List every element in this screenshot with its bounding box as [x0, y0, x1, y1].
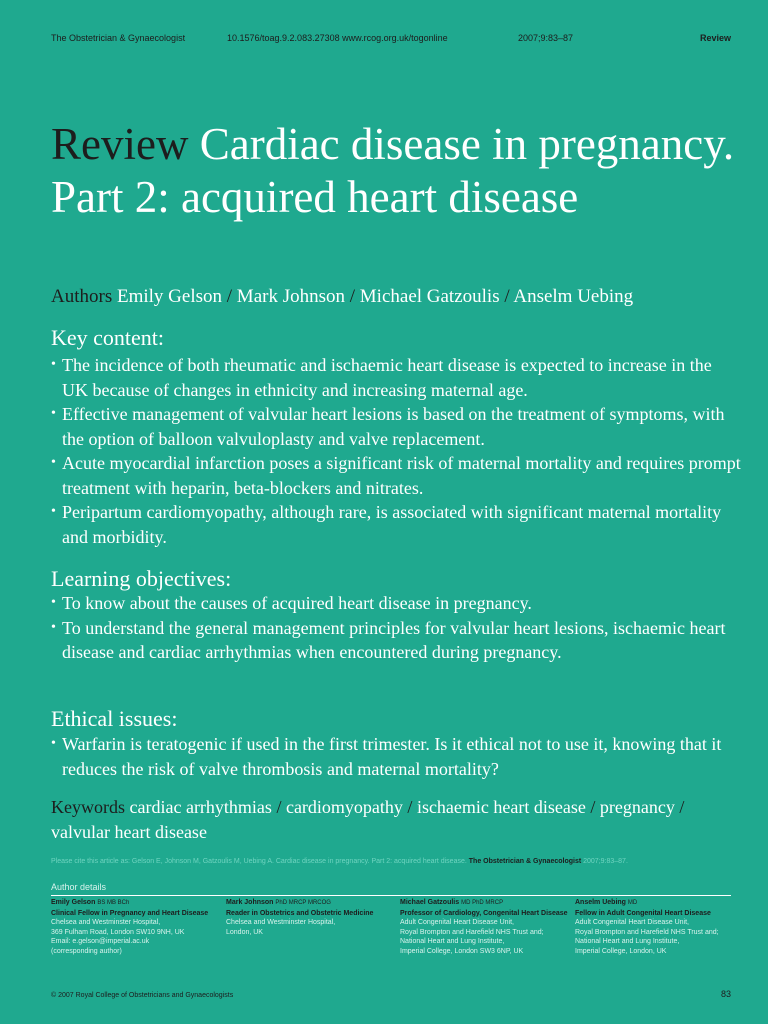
learning-objectives-heading: Learning objectives: — [51, 566, 232, 591]
author-detail-email: Email: e.gelson@imperial.ac.uk — [51, 938, 150, 945]
author-name: Michael Gatzoulis — [359, 286, 500, 307]
divider — [51, 895, 731, 896]
author-detail-column — [400, 898, 570, 956]
title-label: Review — [51, 119, 189, 169]
ethical-issue-item: • Warfarin is teratogenic if used in the first trimester. Is it ethical not to use it, knowing that it reduces the risk of valve thrombosis and maternal mortality? — [51, 732, 741, 781]
author-detail-name: Mark Johnson — [226, 899, 274, 906]
running-header — [51, 33, 731, 47]
author-detail-address-line: Royal Brompton and Harefield NHS Trust and; — [575, 928, 719, 936]
author-detail-address-line: Imperial College, London SW3 6NP, UK — [400, 947, 524, 955]
author-name: Anselm Uebing — [513, 286, 634, 307]
key-content-item: • Peripartum cardiomyopathy, although rare, is associated with significant maternal mortality and morbidity. — [51, 500, 741, 549]
author-detail-role: Clinical Fellow in Pregnancy and Heart Disease — [51, 909, 209, 917]
key-content-heading: Key content: — [51, 325, 165, 350]
title-text: Cardiac disease in pregnancy. Part 2: acquired heart disease — [51, 119, 735, 222]
citation-suffix: 2007;9:83–87. — [581, 858, 628, 865]
keyword: cardiac arrhythmias — [129, 797, 272, 817]
keyword: cardiomyopathy — [285, 797, 403, 817]
learning-objectives-list — [51, 591, 741, 665]
keyword-separator: / — [679, 797, 685, 817]
author-detail-quals: MD PhD MRCP — [461, 900, 504, 906]
author-name: Mark Johnson — [236, 286, 345, 307]
author-detail-column — [226, 898, 396, 937]
key-content-item: • The incidence of both rheumatic and ischaemic heart disease is expected to increase in the UK because of changes in ethnicity and increasing maternal age. — [51, 353, 741, 402]
author-detail-quals: MD — [627, 900, 638, 906]
author-detail-address-line: London, UK — [226, 928, 263, 936]
author-detail-column — [575, 898, 745, 956]
author-detail-name: Anselm Uebing — [575, 899, 626, 906]
author-details — [51, 898, 741, 978]
authors-label: Authors — [51, 286, 113, 307]
author-detail-quals: PhD MRCP MRCOG — [275, 900, 331, 906]
key-content-list — [51, 353, 741, 549]
author-detail-address-line: 369 Fulham Road, London SW10 9NH, UK — [51, 928, 185, 936]
author-detail-address-line: Chelsea and Westminster Hospital, — [226, 919, 336, 926]
author-detail-address-line: National Heart and Lung Institute, — [575, 938, 680, 945]
learning-objective-item: • To understand the general management principles for valvular heart lesions, ischaemic heart disease and cardiac arrhythmias when encountered during pregnancy. — [51, 616, 741, 665]
keyword: valvular heart disease — [51, 821, 207, 842]
author-separator: / — [349, 286, 356, 307]
author-detail-address-line: Chelsea and Westminster Hospital, — [51, 919, 161, 926]
journal-name: The Obstetrician & Gynaecologist — [51, 33, 186, 43]
keyword: ischaemic heart disease — [416, 797, 586, 817]
author-separator: / — [226, 286, 233, 307]
author-detail-address-line: Adult Congenital Heart Disease Unit, — [575, 919, 690, 926]
keywords-line — [51, 795, 741, 844]
volume-pages: 2007;9:83–87 — [518, 33, 574, 43]
author-detail-address-line: Adult Congenital Heart Disease Unit, — [400, 919, 515, 926]
section-label: Review — [699, 33, 731, 43]
author-name: Emily Gelson — [116, 286, 223, 307]
author-detail-address-line: Royal Brompton and Harefield NHS Trust and; — [400, 928, 544, 936]
author-detail-role: Professor of Cardiology, Congenital Heart Disease — [400, 909, 568, 917]
key-content-item: • Effective management of valvular heart lesions is based on the treatment of symptoms, with the option of balloon valvuloplasty and valve replacement. — [51, 402, 741, 451]
keyword-separator: / — [407, 797, 413, 817]
page-number: 83 — [720, 989, 731, 999]
citation-journal: The Obstetrician & Gynaecologist — [468, 858, 582, 865]
citation-note — [51, 858, 741, 865]
author-detail-name: Michael Gatzoulis — [400, 899, 460, 906]
author-detail-column — [51, 898, 221, 956]
author-detail-role: Fellow in Adult Congenital Heart Disease — [575, 909, 711, 917]
learning-objective-item: • To know about the causes of acquired heart disease in pregnancy. — [51, 591, 741, 616]
author-line — [51, 285, 741, 309]
ethical-issues-list — [51, 732, 741, 781]
author-detail-role: Reader in Obstetrics and Obstetric Medicine — [226, 909, 374, 917]
doi-and-url: 10.1576/toag.9.2.083.27308 www.rcog.org.uk/togonline — [227, 33, 448, 43]
key-content-item: • Acute myocardial infarction poses a significant risk of maternal mortality and requires prompt treatment with heparin, beta-blockers and nitrates. — [51, 451, 741, 500]
author-detail-address-line: Imperial College, London, UK — [575, 947, 667, 955]
author-detail-name: Emily Gelson — [51, 899, 96, 906]
citation-prefix: Please cite this article as: Gelson E, Johnson M, Gatzoulis M, Uebing A. Cardiac disease in pregnancy. Part 2: acquired heart disease. — [51, 858, 469, 865]
copyright-notice: © 2007 Royal College of Obstetricians and Gynaecologists — [51, 992, 234, 999]
keywords-label: Keywords — [51, 797, 125, 817]
ethical-issues-heading: Ethical issues: — [51, 706, 178, 731]
article-title — [51, 118, 741, 224]
keyword-separator: / — [590, 797, 596, 817]
keyword-separator: / — [276, 797, 282, 817]
author-detail-address-line: National Heart and Lung Institute, — [400, 938, 505, 945]
author-details-heading: Author details — [51, 882, 107, 892]
author-detail-address-line: (corresponding author) — [51, 947, 122, 955]
keyword: pregnancy — [599, 797, 675, 817]
author-detail-quals: BS MB BCh — [97, 900, 130, 906]
author-separator: / — [504, 286, 510, 307]
